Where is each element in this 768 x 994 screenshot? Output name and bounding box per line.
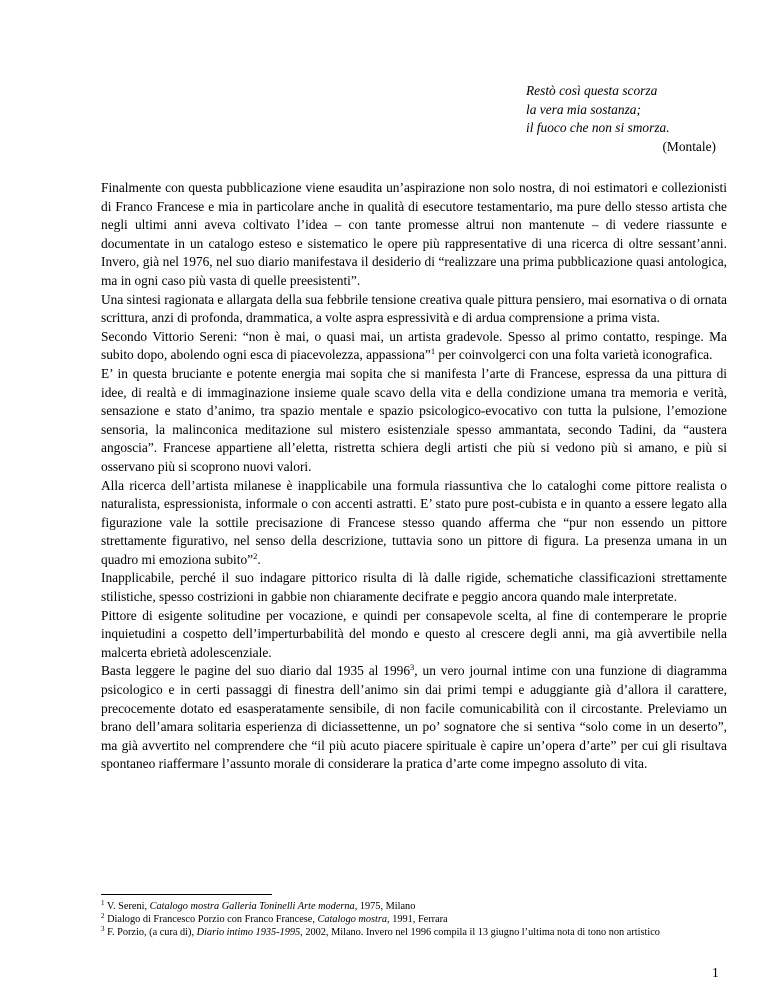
footnote-number: 3	[101, 925, 105, 934]
epigraph-line: il fuoco che non si smorza.	[526, 120, 670, 136]
epigraph	[526, 82, 726, 156]
footnote	[101, 913, 727, 926]
epigraph-line: Restò così questa scorza	[526, 83, 658, 98]
footnote-text: , 2002, Milano. Invero nel 1996 compila il 13 giugno l’ultima nota di tono non artistico	[300, 927, 660, 939]
paragraph: Inapplicabile, perché il suo indagare pittorico risulta di là dalle rigide, schematiche classificazioni strettamente stilistiche, spesso costrizioni in gabbie non chiaramente decifrate e peggio ancora quando male interpretate.	[101, 570, 727, 605]
paragraph: E’ in questa bruciante e potente energia mai sopita che si manifesta l’arte di Francese, espressa da una pittura di idee, di realtà e di immaginazione insieme quale scavo della vita e della condizione umana tra memoria e verità, sensazione e stato d’animo, tra spazio mentale e spazio psicologico-evocativo con tutta la pulsione, l’emozione sensoria, la malinconica meditazione sul mistero esistenziale spesso ammantata, secondo Tadini, da “austera angoscia”. Francese appartiene all’eletta, ristretta schiera degli artisti che più si vedono più si amano, e più si osservano più si scoprono nuovi valori.	[101, 365, 727, 474]
paragraph-text: per coinvolgerci con una folta varietà iconografica.	[435, 347, 713, 363]
footnote-text: , 1991, Ferrara	[387, 914, 448, 926]
epigraph-line: la vera mia sostanza;	[526, 101, 641, 117]
footnote-title: Diario intimo 1935-1995	[196, 927, 301, 939]
footnote-title: Catalogo mostra Galleria Toninelli Arte moderna	[149, 901, 355, 912]
footnote-ref: 2	[253, 550, 258, 561]
paragraph: Una sintesi ragionata e allargata della sua febbrile tensione creativa quale pittura pensiero, mai esornativa o di ornata scrittura, anzi di profonda, drammatica, a volte aspra espressività e di ardua comprensione a prima vista.	[101, 291, 727, 326]
paragraph: Finalmente con questa pubblicazione viene esaudita un’aspirazione non solo nostra, di noi estimatori e collezionisti di Franco Francese e mia in particolare anche in qualità di esecutore testamentario, ma pure dello stesso artista che negli ultimi anni aveva coltivato l’idea – con tante promesse altrui non mantenute – di vedere riassunte e documentate in un catalogo esteso e sistematico le opere più rappresentative di una ricerca di oltre sessant’anni. Invero, già nel 1976, nel suo diario manifestava il desiderio di “realizzare una prima pubblicazione quasi antologica, ma in ogni caso più vasta di quelle preesistenti”.	[101, 180, 727, 288]
footnote-ref: 1	[430, 346, 436, 357]
footnote-text: F. Porzio, (a cura di),	[107, 927, 197, 939]
body-text	[101, 179, 727, 774]
footnote-ref: 3	[410, 662, 415, 673]
footnote-text: V. Sereni,	[106, 901, 150, 912]
footnote-number: 2	[101, 912, 105, 921]
paragraph	[101, 328, 727, 365]
footnote	[101, 926, 727, 939]
paragraph	[101, 477, 727, 570]
epigraph-author: (Montale)	[662, 138, 716, 154]
paragraph-text: , un vero journal intime con una funzione di diagramma psicologico e in certi passaggi di finestra dell’animo sin dai primi tempi e aduggiante già d’allora il carattere, precocemente dotato ed esasperatamente sensibile, di non facile comunicabilità con il circostante. Preleviamo un brano dell’amara solitaria esperienza di diciassettenne, un po’ sognatore che si sentiva “solo come in un deserto”, ma già avvertito nel comprendere che “il più acuto piacere spirituale è capire un’opera d’arte” per cui gli risultava spontaneo riaffermare l’assunto morale di considerare la pratica d’arte come impegno assoluto di vita.	[101, 663, 728, 772]
paragraph	[101, 662, 727, 774]
paragraph-text: .	[257, 551, 261, 567]
paragraph-text: Alla ricerca dell’artista milanese è inapplicabile una formula riassuntiva che lo cataloghi come pittore realista o naturalista, espressionista, informale o con accenti astratti. E’ stato pure post-cubista e in quanto a essere legato alla figurazione vale la sottile precisazione di Francese stesso quando afferma che “pur non essendo un pittore strettamente figurativo, nel senso della descrizione, tuttavia sono un pittore di figura. La presenza umana in un quadro mi emoziona subito”	[101, 477, 727, 567]
footnote-separator	[101, 894, 272, 895]
paragraph: Pittore di esigente solitudine per vocazione, e quindi per consapevole scelta, al fine di contemperare le proprie inquietudini a cospetto dell’imperturbabilità del mondo e questo al crescere degli anni, ma già avvertibile nella malcerta ebrietà adolescenziale.	[101, 607, 727, 660]
page-number: 1	[712, 965, 719, 980]
footnotes	[101, 900, 727, 940]
footnote	[101, 900, 727, 913]
paragraph-text: Basta leggere le pagine del suo diario dal 1935 al 1996	[101, 663, 411, 679]
paragraph-text: Secondo Vittorio Sereni: “non è mai, o quasi mai, un artista gradevole. Spesso al primo contatto, respinge. Ma subito dopo, abolendo ogni esca di piacevolezza, appassiona”	[101, 328, 727, 363]
footnote-text: Dialogo di Francesco Porzio con Franco Francese,	[107, 914, 318, 926]
footnote-number: 1	[101, 899, 105, 907]
footnote-title: Catalogo mostra	[317, 914, 388, 926]
footnote-text: , 1975, Milano	[354, 901, 416, 912]
